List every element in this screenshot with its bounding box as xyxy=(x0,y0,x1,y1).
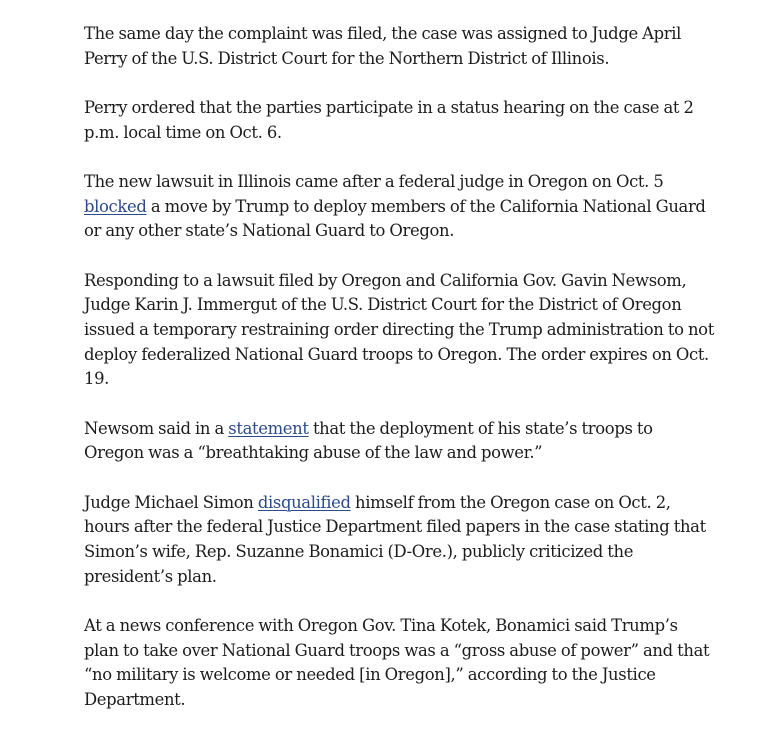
article-body xyxy=(84,22,714,737)
disqualified-link[interactable]: disqualified xyxy=(257,492,351,512)
paragraph-restraining-order: Responding to a lawsuit filed by Oregon and California Gov. Gavin Newsom, Judge Karin J. Immergut of the U.S. District Court for the District of Oregon issued a temporary restraining order directing the Trump administration to not deploy federalized National Guard troops to Oregon. The order expires on Oct. 19. xyxy=(84,270,714,389)
paragraph-text: himself from the Oregon case on Oct. 2, hours after the federal Justice Department filed papers in the case stating that Simon’s wife, Rep. Suzanne Bonamici (D-Ore.), publicly criticized the president’s plan. xyxy=(84,492,706,586)
paragraph-oregon-ruling xyxy=(84,170,714,244)
blocked-link[interactable]: blocked xyxy=(84,196,147,216)
paragraph-newsom-statement xyxy=(84,417,714,466)
paragraph-simon-disqualified xyxy=(84,491,714,589)
paragraph-text: that the deployment of his state’s troops to Oregon was a “breathtaking abuse of the law and power.” xyxy=(84,418,653,463)
paragraph-text: Judge Michael Simon xyxy=(84,492,258,512)
paragraph-text: The new lawsuit in Illinois came after a federal judge in Oregon on Oct. 5 xyxy=(84,172,664,192)
paragraph-judge-assignment: The same day the complaint was filed, the case was assigned to Judge April Perry of the U.S. District Court for the Northern District of Illinois. xyxy=(84,24,682,68)
paragraph-news-conference: At a news conference with Oregon Gov. Tina Kotek, Bonamici said Trump’s plan to take over National Guard troops was a “gross abuse of power” and that “no military is welcome or needed [in Oregon],” according to the Justice Department. xyxy=(84,616,710,709)
paragraph-text: a move by Trump to deploy members of the California National Guard or any other state’s National Guard to Oregon. xyxy=(84,196,706,241)
paragraph-text: Newsom said in a xyxy=(84,418,229,438)
paragraph-status-hearing: Perry ordered that the parties participate in a status hearing on the case at 2 p.m. local time on Oct. 6. xyxy=(84,98,694,142)
statement-link[interactable]: statement xyxy=(228,418,309,438)
